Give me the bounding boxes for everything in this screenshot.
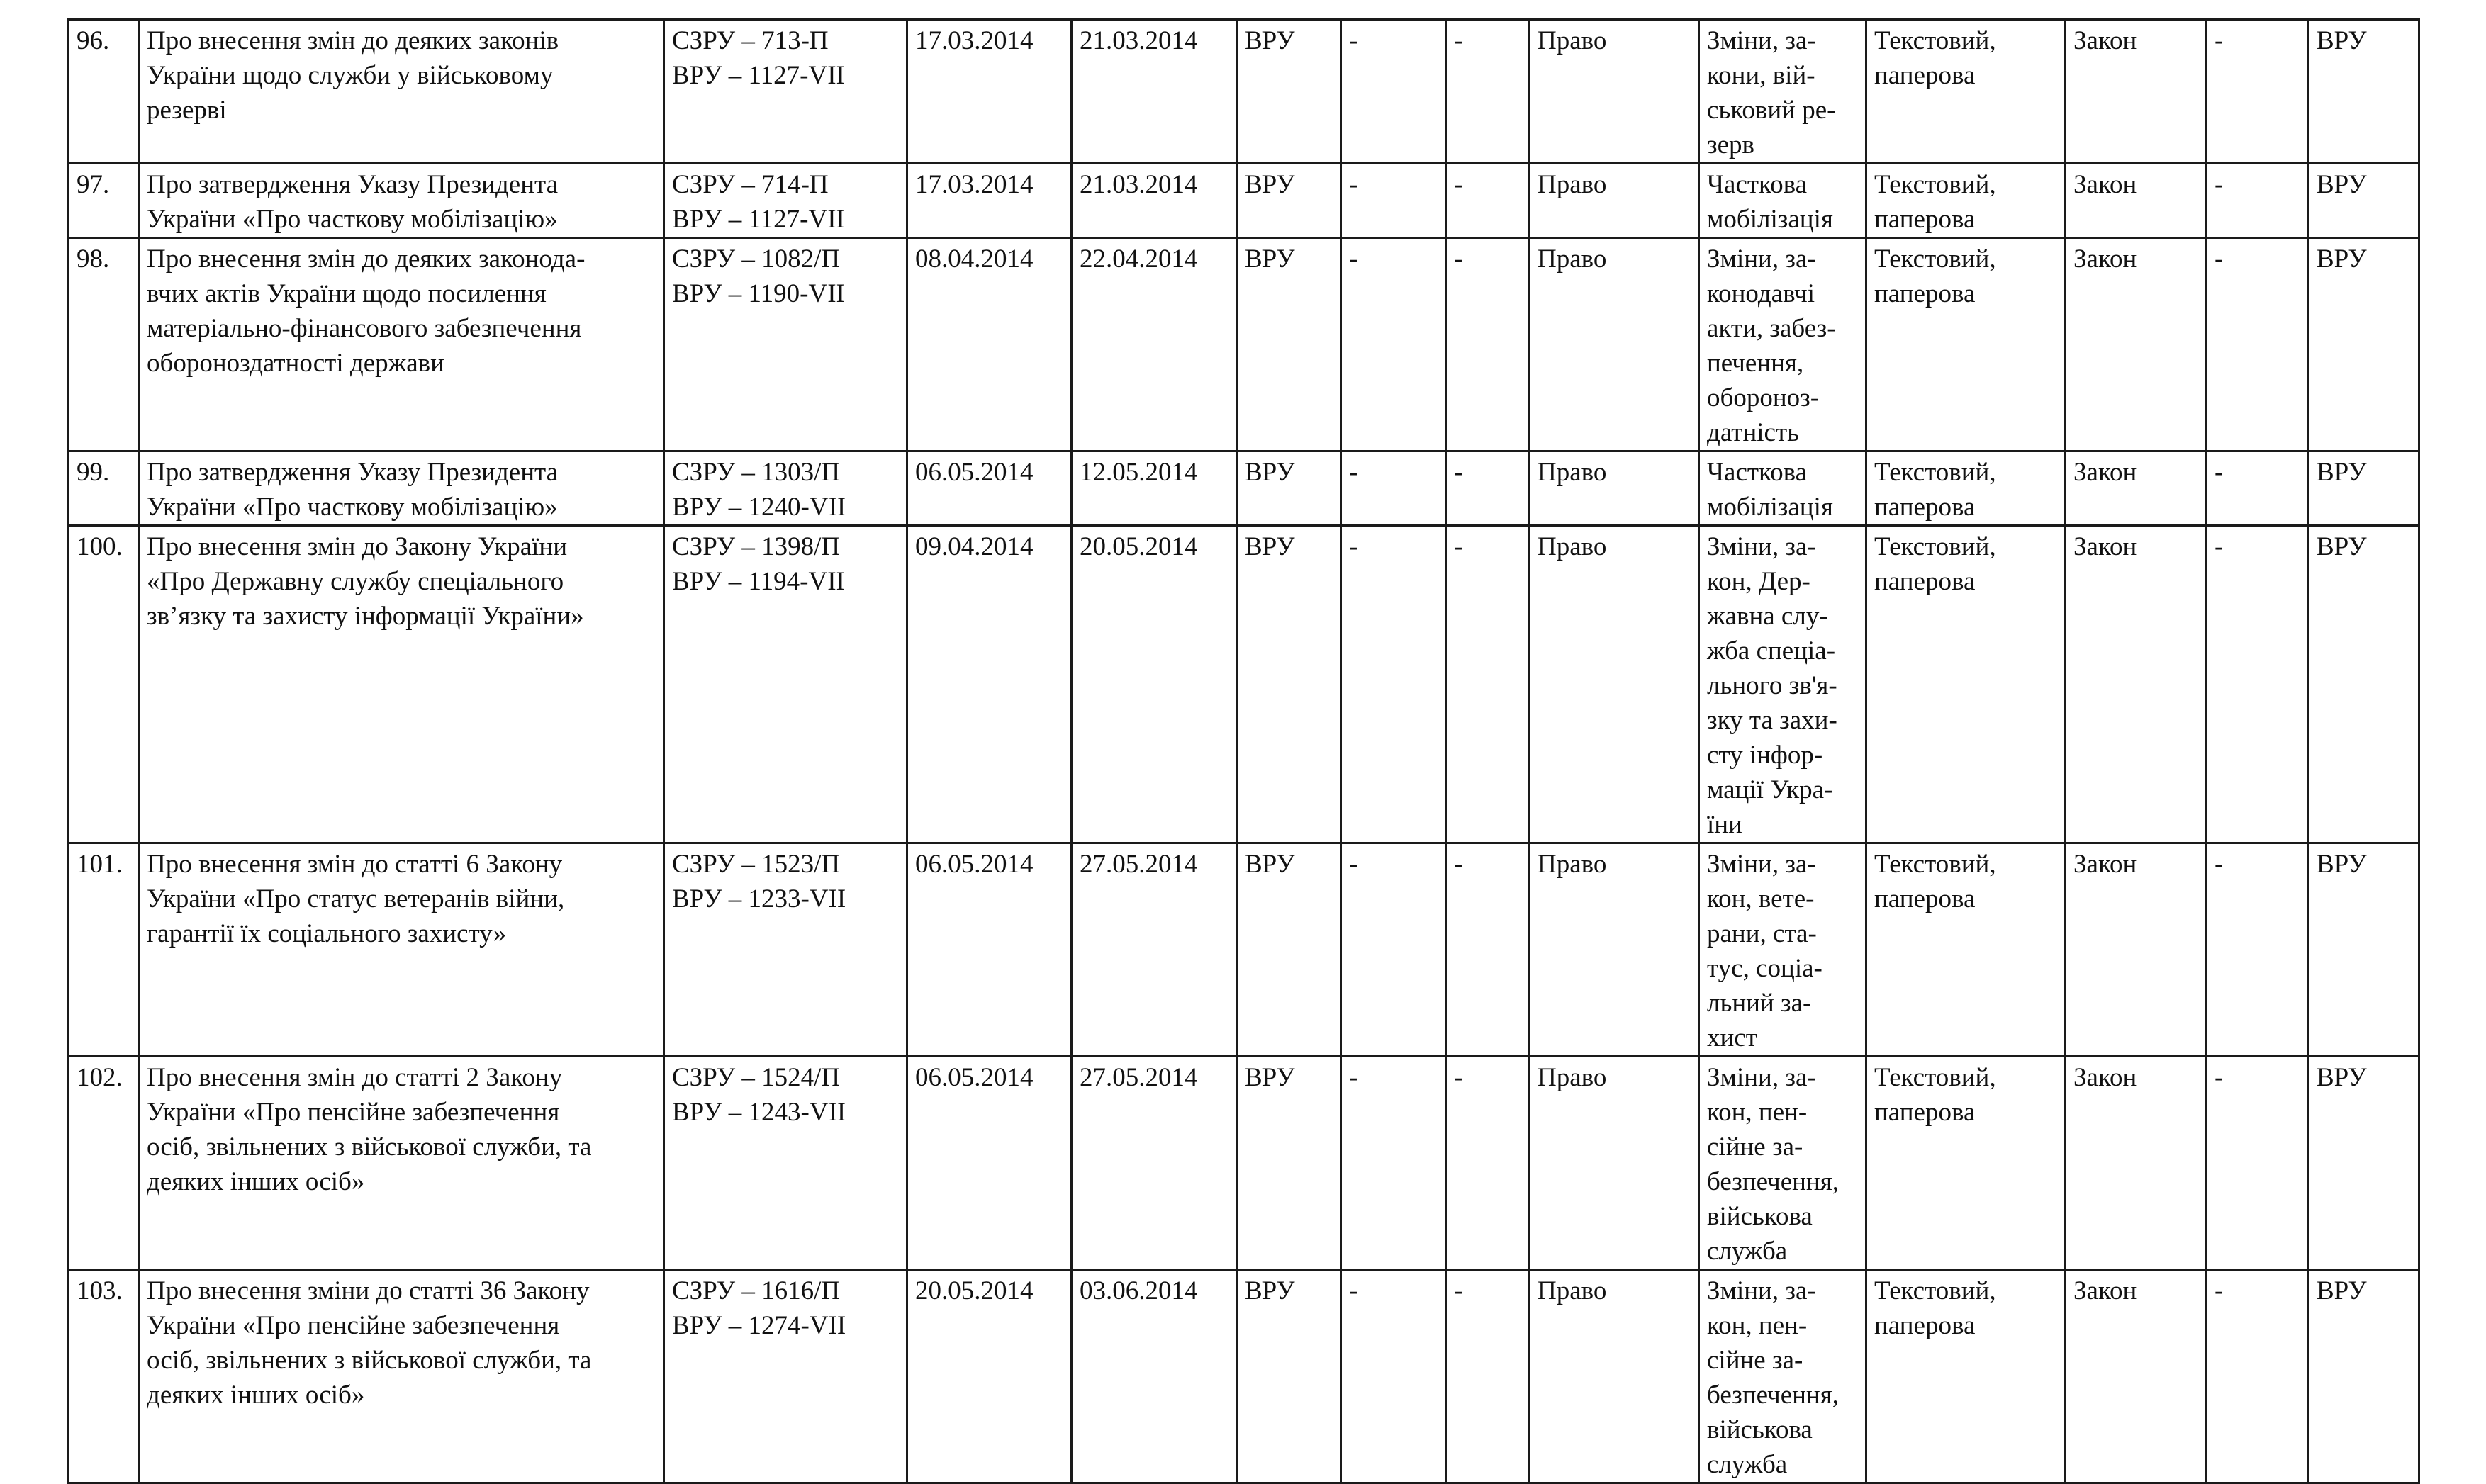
table-row [69,843,2419,1057]
document-type-cell: Закон [2066,1270,2207,1483]
format-cell: Текстовий, паперова [1866,526,2066,843]
keywords-cell: Зміни, за- конодавчі акти, забез- печення, обороноз- датність [1699,238,1866,451]
organization-cell: ВРУ [1237,1270,1341,1483]
row-number-cell: 103. [69,1270,139,1483]
document-type-cell: Закон [2066,164,2207,238]
keywords-cell: Зміни, за- кон, Дер- жавна слу- жба спеціа- льного зв'я- зку та захи- сту інфор- мації Укра- їни [1699,526,1866,843]
dash-cell: - [1341,164,1446,238]
subject-area-cell: Право [1530,238,1699,451]
adoption-date-cell: 17.03.2014 [907,164,1072,238]
registry-code-cell: СЗРУ – 1082/П ВРУ – 1190-VII [664,238,907,451]
organization-cell: ВРУ [1237,843,1341,1057]
dash-cell: - [1341,451,1446,526]
issuer-cell: ВРУ [2309,238,2419,451]
organization-cell: ВРУ [1237,526,1341,843]
issuer-cell: ВРУ [2309,843,2419,1057]
adoption-date-cell: 09.04.2014 [907,526,1072,843]
dash-cell: - [2207,238,2309,451]
row-number-cell: 99. [69,451,139,526]
organization-cell: ВРУ [1237,164,1341,238]
dash-cell: - [1446,164,1530,238]
adoption-date-cell: 06.05.2014 [907,843,1072,1057]
issuer-cell: ВРУ [2309,20,2419,164]
table-row [69,1270,2419,1483]
dash-cell: - [1446,451,1530,526]
dash-cell: - [1341,1270,1446,1483]
document-type-cell: Закон [2066,451,2207,526]
adoption-date-cell: 06.05.2014 [907,451,1072,526]
format-cell: Текстовий, паперова [1866,451,2066,526]
format-cell: Текстовий, паперова [1866,238,2066,451]
keywords-cell: Зміни, за- кони, вій- ськовий ре- зерв [1699,20,1866,164]
table-row [69,238,2419,451]
table-row [69,1057,2419,1270]
subject-area-cell: Право [1530,20,1699,164]
document-type-cell: Закон [2066,843,2207,1057]
dash-cell: - [1446,1270,1530,1483]
organization-cell: ВРУ [1237,1057,1341,1270]
publication-date-cell: 12.05.2014 [1072,451,1237,526]
organization-cell: ВРУ [1237,451,1341,526]
registry-code-cell: СЗРУ – 714-П ВРУ – 1127-VII [664,164,907,238]
document-title-cell: Про внесення змін до статті 2 Закону України «Про пенсійне забезпечення осіб, звільнених з військової служби, та деяких інших осіб» [139,1057,664,1270]
issuer-cell: ВРУ [2309,526,2419,843]
keywords-cell: Часткова мобілізація [1699,451,1866,526]
dash-cell: - [1341,20,1446,164]
document-title-cell: Про внесення змін до Закону України «Про Державну службу спеціального зв’язку та захисту інформації України» [139,526,664,843]
organization-cell: ВРУ [1237,238,1341,451]
keywords-cell: Зміни, за- кон, пен- сійне за- безпечення, військова служба [1699,1057,1866,1270]
registry-code-cell: СЗРУ – 1303/П ВРУ – 1240-VII [664,451,907,526]
format-cell: Текстовий, паперова [1866,1057,2066,1270]
subject-area-cell: Право [1530,843,1699,1057]
document-type-cell: Закон [2066,238,2207,451]
document-type-cell: Закон [2066,526,2207,843]
publication-date-cell: 20.05.2014 [1072,526,1237,843]
dash-cell: - [1446,20,1530,164]
keywords-cell: Часткова мобілізація [1699,164,1866,238]
dash-cell: - [1446,1057,1530,1270]
row-number-cell: 102. [69,1057,139,1270]
registry-code-cell: СЗРУ – 1523/П ВРУ – 1233-VII [664,843,907,1057]
dash-cell: - [1341,526,1446,843]
adoption-date-cell: 17.03.2014 [907,20,1072,164]
document-title-cell: Про внесення змін до деяких законода- вчих актів України щодо посилення матеріально-фінансового забезпечення обороноздатності держави [139,238,664,451]
registry-code-cell: СЗРУ – 1524/П ВРУ – 1243-VII [664,1057,907,1270]
table-body [69,20,2419,1483]
table-row [69,451,2419,526]
organization-cell: ВРУ [1237,20,1341,164]
format-cell: Текстовий, паперова [1866,843,2066,1057]
adoption-date-cell: 06.05.2014 [907,1057,1072,1270]
registry-code-cell: СЗРУ – 1616/П ВРУ – 1274-VII [664,1270,907,1483]
publication-date-cell: 22.04.2014 [1072,238,1237,451]
dash-cell: - [1446,238,1530,451]
document-register-table [67,18,2420,1484]
issuer-cell: ВРУ [2309,451,2419,526]
publication-date-cell: 21.03.2014 [1072,164,1237,238]
document-type-cell: Закон [2066,1057,2207,1270]
document-title-cell: Про затвердження Указу Президента України «Про часткову мобілізацію» [139,164,664,238]
publication-date-cell: 21.03.2014 [1072,20,1237,164]
format-cell: Текстовий, паперова [1866,1270,2066,1483]
adoption-date-cell: 20.05.2014 [907,1270,1072,1483]
dash-cell: - [2207,526,2309,843]
subject-area-cell: Право [1530,1270,1699,1483]
dash-cell: - [1446,843,1530,1057]
row-number-cell: 101. [69,843,139,1057]
document-title-cell: Про внесення змін до деяких законів України щодо служби у військовому резерві [139,20,664,164]
format-cell: Текстовий, паперова [1866,164,2066,238]
format-cell: Текстовий, паперова [1866,20,2066,164]
registry-code-cell: СЗРУ – 1398/П ВРУ – 1194-VII [664,526,907,843]
dash-cell: - [2207,164,2309,238]
row-number-cell: 100. [69,526,139,843]
keywords-cell: Зміни, за- кон, вете- рани, ста- тус, соціа- льний за- хист [1699,843,1866,1057]
subject-area-cell: Право [1530,164,1699,238]
issuer-cell: ВРУ [2309,1270,2419,1483]
dash-cell: - [2207,451,2309,526]
publication-date-cell: 27.05.2014 [1072,843,1237,1057]
row-number-cell: 97. [69,164,139,238]
publication-date-cell: 03.06.2014 [1072,1270,1237,1483]
dash-cell: - [2207,20,2309,164]
dash-cell: - [2207,1057,2309,1270]
document-title-cell: Про внесення змін до статті 6 Закону України «Про статус ветеранів війни, гарантії їх соціального захисту» [139,843,664,1057]
dash-cell: - [2207,1270,2309,1483]
issuer-cell: ВРУ [2309,1057,2419,1270]
dash-cell: - [1341,843,1446,1057]
subject-area-cell: Право [1530,526,1699,843]
row-number-cell: 96. [69,20,139,164]
subject-area-cell: Право [1530,451,1699,526]
issuer-cell: ВРУ [2309,164,2419,238]
registry-code-cell: СЗРУ – 713-П ВРУ – 1127-VII [664,20,907,164]
dash-cell: - [1341,238,1446,451]
adoption-date-cell: 08.04.2014 [907,238,1072,451]
document-type-cell: Закон [2066,20,2207,164]
dash-cell: - [1341,1057,1446,1270]
document-title-cell: Про внесення зміни до статті 36 Закону України «Про пенсійне забезпечення осіб, звільнених з військової служби, та деяких інших осіб» [139,1270,664,1483]
document-title-cell: Про затвердження Указу Президента України «Про часткову мобілізацію» [139,451,664,526]
dash-cell: - [2207,843,2309,1057]
table-row [69,164,2419,238]
row-number-cell: 98. [69,238,139,451]
keywords-cell: Зміни, за- кон, пен- сійне за- безпечення, військова служба [1699,1270,1866,1483]
subject-area-cell: Право [1530,1057,1699,1270]
publication-date-cell: 27.05.2014 [1072,1057,1237,1270]
table-row [69,526,2419,843]
dash-cell: - [1446,526,1530,843]
table-row [69,20,2419,164]
